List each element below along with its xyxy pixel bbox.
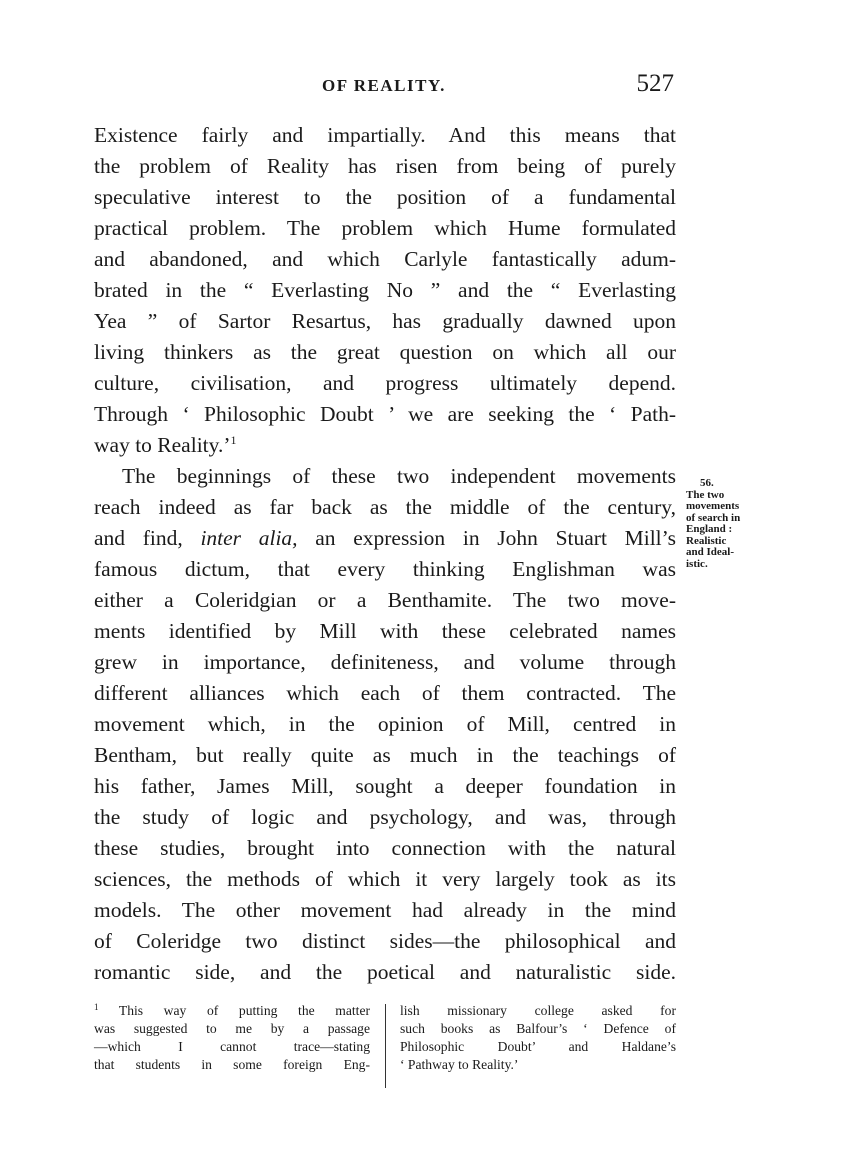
text-line: and abandoned, and which Carlyle fantastically adum- <box>94 247 676 271</box>
footnote-line <box>94 1002 370 1020</box>
footnote <box>94 1002 678 1092</box>
text-line: models. The other movement had already in the mind <box>94 898 676 922</box>
footnote-line: such books as Balfour’s ‘ Defence of <box>400 1021 676 1036</box>
footnote-line: ‘ Pathway to Reality.’ <box>400 1057 519 1072</box>
text-line: the study of logic and psychology, and was, through <box>94 805 676 829</box>
footnote-reference[interactable]: 1 <box>230 433 237 447</box>
text-line: culture, civilisation, and progress ultimately depend. <box>94 371 676 395</box>
text-line: movement which, in the opinion of Mill, centred in <box>94 712 676 736</box>
text-line: sciences, the methods of which it very largely took as its <box>94 867 676 891</box>
running-title: OF REALITY. <box>322 76 446 95</box>
text-line: brated in the “ Everlasting No ” and the “ Everlasting <box>94 278 676 302</box>
text-line: ments identified by Mill with these celebrated names <box>94 619 676 643</box>
text-line: the problem of Reality has risen from being of purely <box>94 154 676 178</box>
text-line: romantic side, and the poetical and naturalistic side. <box>94 960 676 984</box>
footnote-marker: 1 <box>94 1002 99 1012</box>
text-fragment: This way of putting the matter <box>118 1003 371 1018</box>
marginal-note-line: The two <box>686 488 725 501</box>
text-line: Through ‘ Philosophic Doubt ’ we are seeking the ‘ Path- <box>94 402 676 426</box>
marginal-note-line: Realistic <box>686 534 727 547</box>
text-line: The beginnings of these two independent movements <box>122 464 676 488</box>
text-line: of Coleridge two distinct sides—the philosophical and <box>94 929 676 953</box>
text-line: famous dictum, that every thinking Englishman was <box>94 557 676 581</box>
text-line-with-italic <box>94 523 676 554</box>
marginal-note-line: England : <box>686 523 733 535</box>
marginal-note-line: and Ideal- <box>686 546 734 558</box>
page-number: 527 <box>636 70 674 97</box>
text-line: these studies, brought into connection with the natural <box>94 836 676 860</box>
text-line: his father, James Mill, sought a deeper foundation in <box>94 774 676 798</box>
text-line: reach indeed as far back as the middle of the century, <box>94 495 676 519</box>
footnote-line: lish missionary college asked for <box>400 1003 676 1018</box>
footnote-column-left <box>94 1002 370 1074</box>
text-fragment: way to Reality.’ <box>94 433 231 457</box>
text-line: living thinkers as the great question on which all our <box>94 340 676 364</box>
text-line: Bentham, but really quite as much in the teachings of <box>94 743 676 767</box>
running-head <box>94 70 674 104</box>
text-line: either a Coleridgian or a Benthamite. The two move- <box>94 588 676 612</box>
marginal-note <box>686 478 786 570</box>
text-line: speculative interest to the position of a fundamental <box>94 185 676 209</box>
footnote-column-divider <box>385 1004 386 1088</box>
marginal-note-line: of search in <box>686 511 741 524</box>
footnote-column-right <box>400 1002 676 1074</box>
footnote-line: was suggested to me by a passage <box>94 1021 370 1036</box>
text-line: Yea ” of Sartor Resartus, has gradually dawned upon <box>94 309 676 333</box>
paragraph-end-line <box>94 430 676 461</box>
marginal-note-number: 56. <box>700 477 714 489</box>
text-line: practical problem. The problem which Hume formulated <box>94 216 676 240</box>
marginal-note-line: movements <box>686 500 740 512</box>
marginal-note-line: istic. <box>686 557 708 570</box>
text-fragment: an expression in John Stuart Mill’s <box>315 526 676 550</box>
italic-phrase: inter alia, <box>200 526 298 550</box>
footnote-line: Philosophic Doubt’ and Haldane’s <box>400 1039 676 1054</box>
footnote-line: that students in some foreign Eng- <box>94 1057 370 1072</box>
body-text <box>94 120 676 988</box>
text-line: different alliances which each of them contracted. The <box>94 681 676 705</box>
text-fragment: and find, <box>94 526 183 550</box>
text-line: grew in importance, definiteness, and volume through <box>94 650 676 674</box>
footnote-line: —which I cannot trace—stating <box>94 1039 370 1054</box>
text-line: Existence fairly and impartially. And this means that <box>94 123 676 147</box>
